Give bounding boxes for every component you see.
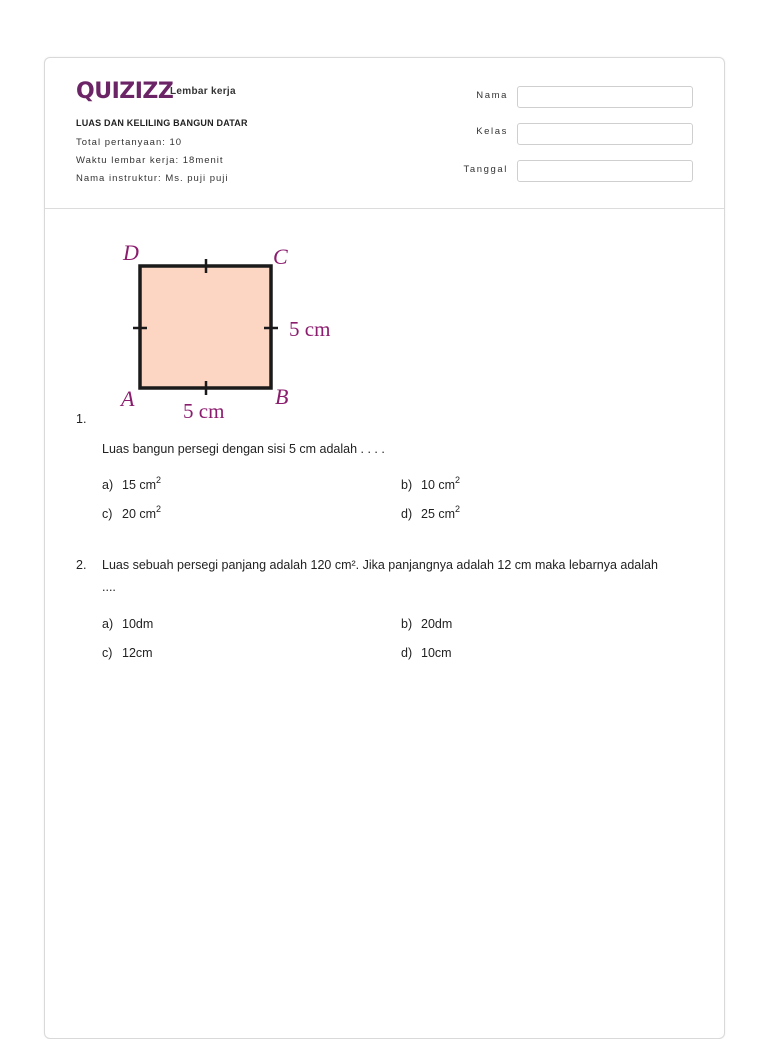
side-length-bottom: 5 cm xyxy=(183,399,225,420)
question-2-number: 2. xyxy=(76,558,87,572)
class-label: Kelas xyxy=(476,126,508,137)
option-exponent: 2 xyxy=(455,475,461,485)
class-field[interactable] xyxy=(517,123,693,145)
side-length-right: 5 cm xyxy=(289,317,331,341)
date-label: Tanggal xyxy=(463,164,508,175)
option-letter: d) xyxy=(401,507,413,521)
option-value: 15 cm xyxy=(122,478,157,492)
option-value: 10dm xyxy=(122,617,154,631)
question-2-option-a[interactable] xyxy=(102,617,153,631)
option-value: 10 cm xyxy=(421,478,456,492)
vertex-label-d: D xyxy=(123,240,139,265)
option-letter: c) xyxy=(102,646,113,660)
name-label: Nama xyxy=(476,90,508,101)
quizizz-logo: QUIZIZZ xyxy=(76,79,174,104)
question-1-option-d[interactable] xyxy=(401,504,461,521)
square-shape xyxy=(140,266,271,388)
option-exponent: 2 xyxy=(455,504,461,514)
vertex-label-b: B xyxy=(275,384,289,409)
question-1-option-b[interactable] xyxy=(401,475,461,492)
worksheet-title: LUAS DAN KELILING BANGUN DATAR xyxy=(76,118,248,128)
question-1-number: 1. xyxy=(76,412,87,426)
question-2-option-d[interactable] xyxy=(401,646,452,660)
option-letter: a) xyxy=(102,478,114,492)
worksheet-page xyxy=(44,57,725,1039)
option-letter: d) xyxy=(401,646,413,660)
option-value: 20 cm xyxy=(122,507,157,521)
vertex-label-a: A xyxy=(121,386,135,411)
question-2-text: Luas sebuah persegi panjang adalah 120 cm². Jika panjangnya adalah 12 cm maka lebarnya adalah .... xyxy=(102,558,658,594)
worksheet-duration: Waktu lembar kerja: 18menit xyxy=(76,155,224,166)
worksheet-header xyxy=(45,58,724,209)
instructor-name: Nama instruktur: Ms. puji puji xyxy=(76,173,229,184)
square-figure xyxy=(117,240,357,420)
option-value: 20dm xyxy=(421,617,453,631)
option-letter: b) xyxy=(401,617,413,631)
date-field[interactable] xyxy=(517,160,693,182)
option-exponent: 2 xyxy=(156,475,162,485)
vertex-label-c: C xyxy=(273,244,288,269)
option-value: 12cm xyxy=(122,646,153,660)
option-letter: b) xyxy=(401,478,413,492)
option-letter: a) xyxy=(102,617,114,631)
name-field[interactable] xyxy=(517,86,693,108)
total-questions: Total pertanyaan: 10 xyxy=(76,137,183,148)
question-2-option-b[interactable] xyxy=(401,617,452,631)
question-1-option-c[interactable] xyxy=(102,504,162,521)
question-1-text: Luas bangun persegi dengan sisi 5 cm adalah . . . . xyxy=(102,442,385,456)
option-value: 10cm xyxy=(421,646,452,660)
logo-subtitle: Lembar kerja xyxy=(170,86,236,97)
question-1-option-a[interactable] xyxy=(102,475,162,492)
option-letter: c) xyxy=(102,507,113,521)
option-exponent: 2 xyxy=(156,504,162,514)
option-value: 25 cm xyxy=(421,507,456,521)
question-2-option-c[interactable] xyxy=(102,646,153,660)
